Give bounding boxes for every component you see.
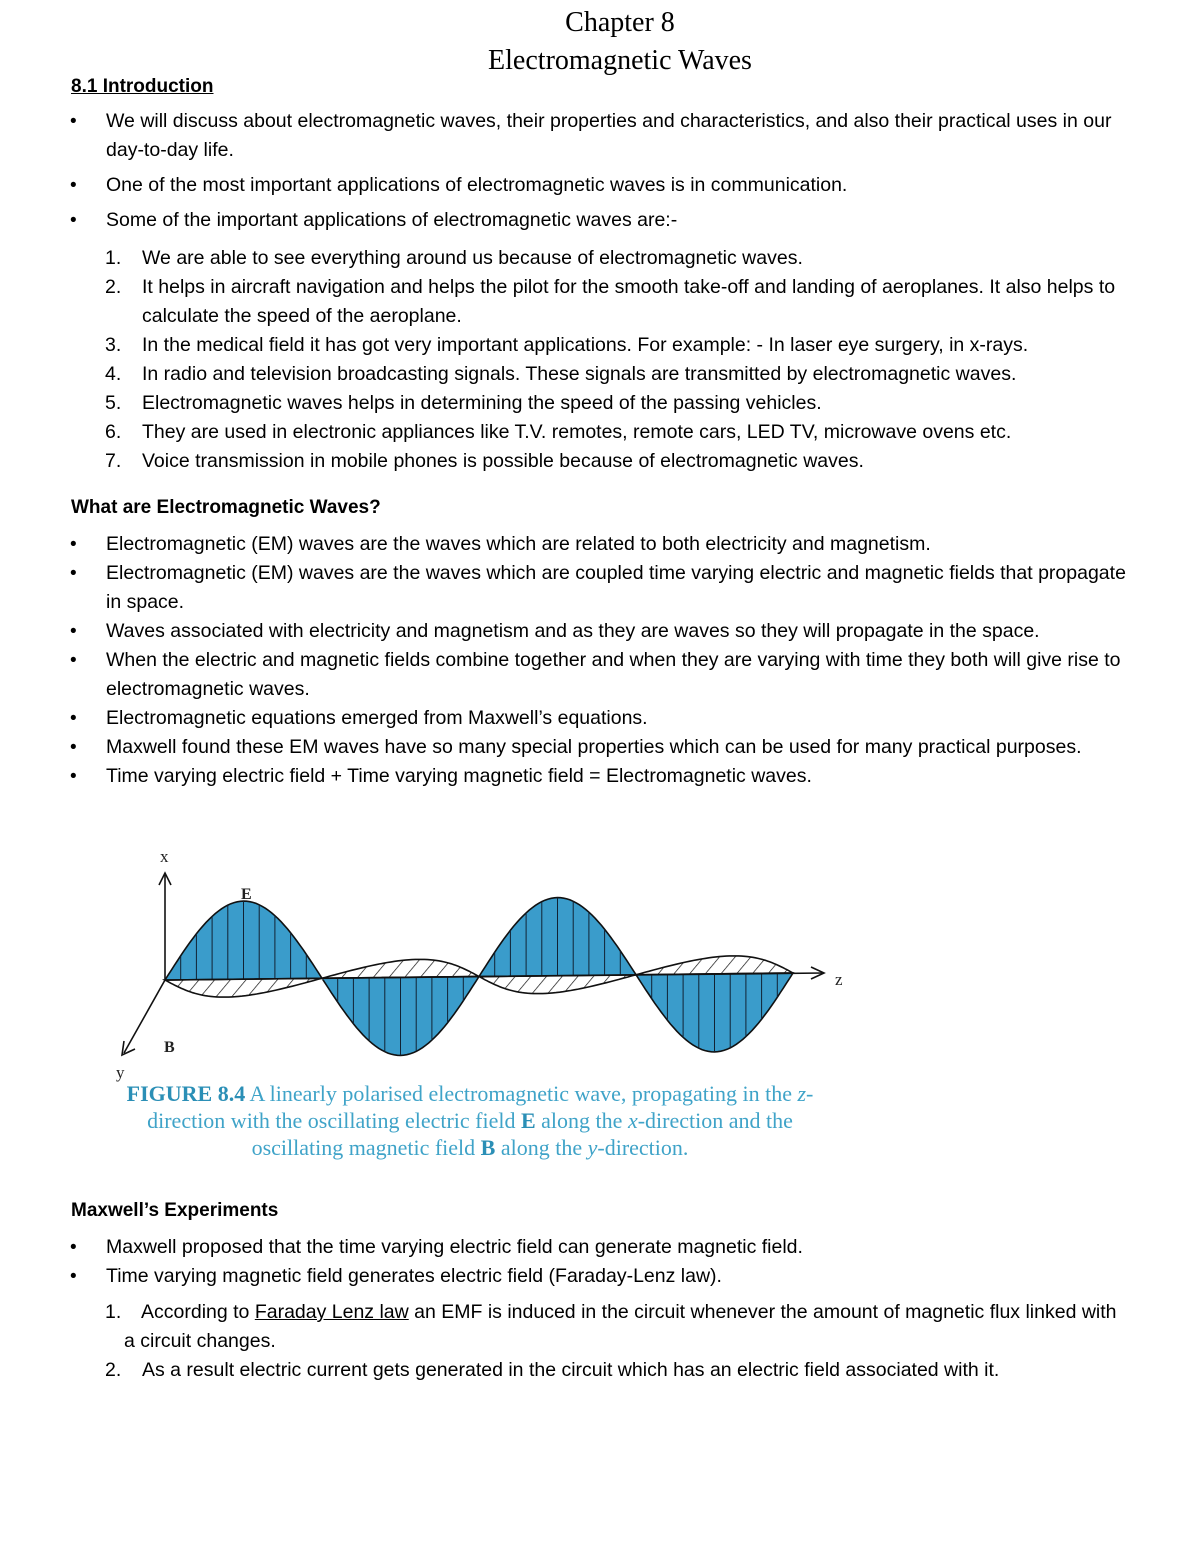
list-item: 7. Voice transmission in mobile phones is possible because of electromagnetic waves. — [105, 450, 864, 472]
list-item: • Maxwell found these EM waves have so many special properties which can be used for many practical purposes. — [0, 733, 1200, 762]
em-wave-figure — [108, 845, 868, 1085]
em-waves-heading: What are Electromagnetic Waves? — [71, 497, 381, 518]
chapter-subtitle: Electromagnetic Waves — [488, 45, 752, 76]
applications-list — [0, 244, 1200, 476]
figure-number: FIGURE 8.4 — [126, 1081, 246, 1106]
intro-heading: 8.1 Introduction — [71, 76, 214, 97]
list-item: 1. We are able to see everything around us because of electromagnetic waves. — [105, 247, 803, 269]
em-waves-bullet-list — [0, 530, 1200, 791]
list-item: 3. In the medical field it has got very important applications. For example: - In laser eye surgery, in x-rays. — [105, 334, 1029, 356]
list-item: • We will discuss about electromagnetic waves, their properties and characteristics, and also their practical uses in our day-to-day life. — [0, 107, 1200, 165]
intro-bullet-list — [0, 107, 1200, 235]
label-b: B — [164, 1039, 175, 1056]
list-item: • Maxwell proposed that the time varying electric field can generate magnetic field. — [0, 1233, 1200, 1262]
maxwell-heading: Maxwell’s Experiments — [71, 1200, 279, 1221]
list-item: 2. As a result electric current gets generated in the circuit which has an electric field associated with it. — [105, 1359, 1000, 1381]
list-item: • Time varying magnetic field generates electric field (Faraday-Lenz law). — [0, 1262, 1200, 1291]
y-axis-line — [124, 980, 165, 1053]
list-item: 1. According to Faraday Lenz law an EMF is induced in the circuit whenever the amount of magnetic flux linked with a circuit changes. — [105, 1301, 1117, 1352]
axis-label-x: x — [160, 847, 169, 866]
list-item: • Electromagnetic (EM) waves are the waves which are coupled time varying electric and magnetic fields that propagate in space. — [0, 559, 1200, 617]
label-e: E — [241, 886, 252, 903]
axis-label-z: z — [835, 970, 843, 989]
list-item: 2. It helps in aircraft navigation and helps the pilot for the smooth take-off and landing of aeroplanes. It also helps to calculate the speed of the aeroplane. — [105, 276, 1116, 327]
list-item: • Waves associated with electricity and magnetism and as they are waves so they will propagate in the space. — [0, 617, 1200, 646]
maxwell-bullet-list — [0, 1233, 1200, 1291]
list-item: • One of the most important applications of electromagnetic waves is in communication. — [0, 171, 1200, 200]
axis-label-y: y — [116, 1063, 125, 1082]
list-item: • Time varying electric field + Time varying magnetic field = Electromagnetic waves. — [0, 762, 1200, 791]
list-item: 5. Electromagnetic waves helps in determining the speed of the passing vehicles. — [105, 392, 822, 414]
figure-caption: FIGURE 8.4 A linearly polarised electromagnetic wave, propagating in the z-direction with the oscillating electric field E along the x-direction and the oscillating magnetic field B along the y-direction. — [126, 1081, 814, 1160]
chapter-title: Chapter 8 — [565, 7, 675, 38]
maxwell-numbered-list — [0, 1298, 1200, 1385]
list-item: • Some of the important applications of electromagnetic waves are:- — [0, 206, 1200, 235]
faraday-lenz-link[interactable]: Faraday Lenz law — [254, 1301, 409, 1323]
list-item: 4. In radio and television broadcasting signals. These signals are transmitted by electromagnetic waves. — [105, 363, 1017, 385]
list-item: 6. They are used in electronic appliances like T.V. remotes, remote cars, LED TV, microwave ovens etc. — [105, 421, 1012, 443]
list-item: • Electromagnetic (EM) waves are the waves which are related to both electricity and magnetism. — [0, 530, 1200, 559]
list-item: • Electromagnetic equations emerged from Maxwell’s equations. — [0, 704, 1200, 733]
list-item: • When the electric and magnetic fields combine together and when they are varying with time they both will give rise to electromagnetic waves. — [0, 646, 1200, 704]
